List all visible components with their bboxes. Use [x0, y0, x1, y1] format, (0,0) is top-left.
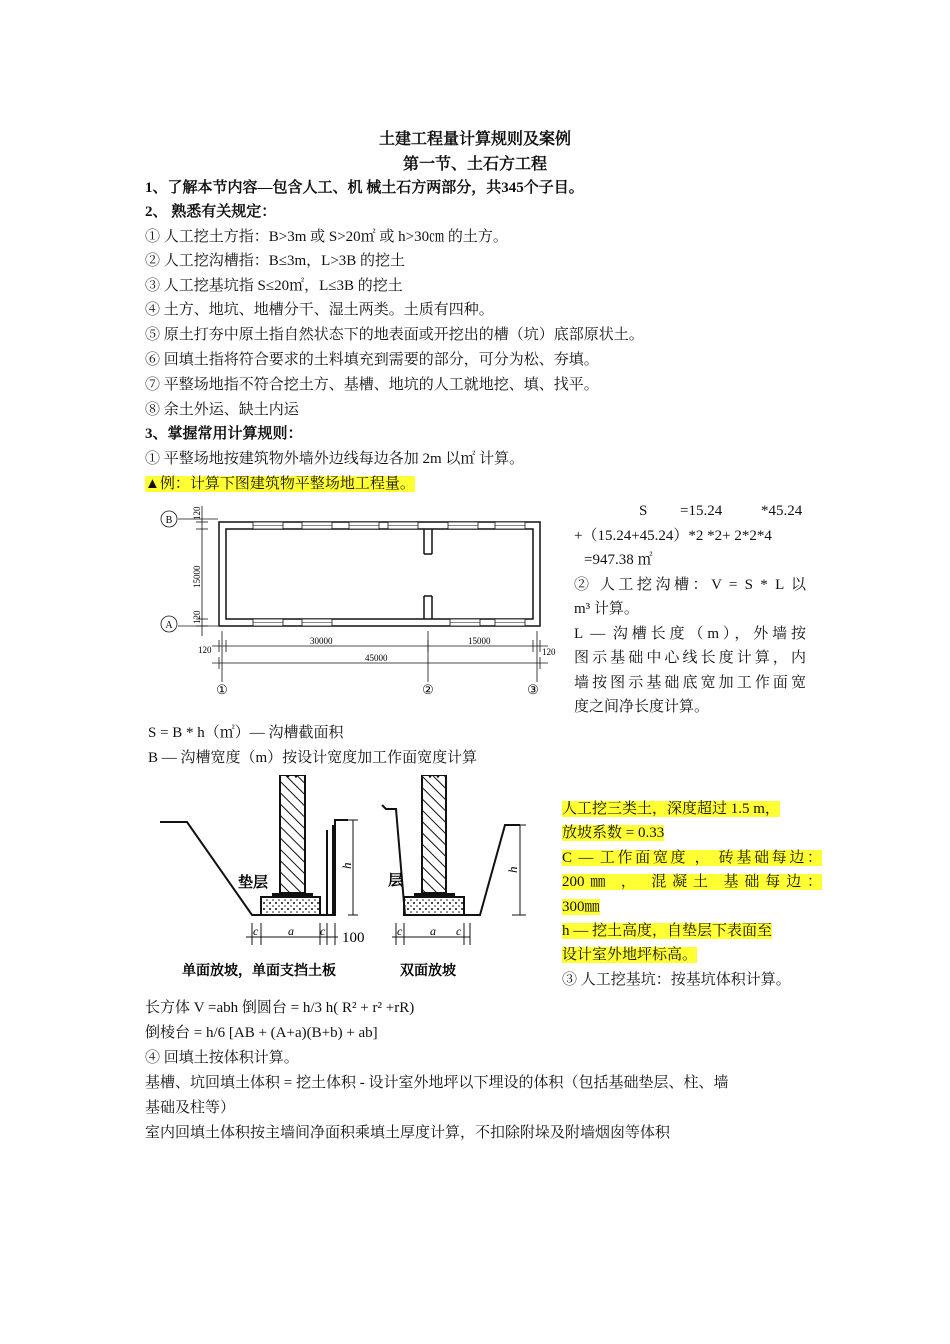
h-label-right: h: [505, 866, 520, 873]
calc-line: +（15.24+45.24）*2 *2+ 2*2*4: [574, 527, 772, 544]
axis-1-label: ①: [216, 682, 228, 697]
dim-120-right: 120: [542, 647, 556, 657]
intro-line: ⑤ 原土打夯中原土指自然状态下的地表面或开挖出的槽（坑）底部原状土。: [145, 327, 644, 343]
intro-line: ⑧ 余土外运、缺土内运: [145, 402, 299, 418]
dim-120-bottom: 120: [192, 610, 202, 624]
note-line: 放坡系数 = 0.33: [562, 825, 665, 842]
note-line: h — 挖土高度，自垫层下表面至: [562, 923, 773, 940]
axis-a-label: A: [165, 620, 173, 631]
calc-line: 墙按图示基础底宽加工作面宽: [574, 674, 806, 691]
caption-double-slope: 双面放坡: [400, 964, 456, 979]
calc-line: 度之间净长度计算。: [574, 699, 710, 715]
calc-line: m³ 计算。: [574, 601, 639, 617]
cushion-label-right: 层: [388, 873, 404, 889]
calc-line: 图示基础中心线长度计算，内: [574, 650, 806, 666]
dim-120-left: 120: [198, 645, 212, 655]
intro-line: ② 人工挖沟槽指：B≤3m，L>3B 的挖土: [145, 253, 406, 269]
body-line: 基础及柱等）: [145, 1100, 236, 1116]
right-notes: [562, 797, 822, 992]
dim-15000-b: 15000: [468, 636, 491, 646]
floor-plan-drawing: [150, 496, 562, 708]
note-line: 设计室外地坪标高。: [562, 947, 698, 964]
trench-section-drawing: [160, 775, 555, 985]
caption-single-slope: 单面放坡，单面支挡土板: [182, 964, 336, 979]
doc-title: 土建工程量计算规则及案例: [378, 131, 571, 148]
intro-line: ① 平整场地按建筑物外墙外边线每边各加 2m 以㎡ 计算。: [145, 451, 525, 467]
axis-3-label: ③: [527, 682, 539, 697]
intro-line: ⑦ 平整场地指不符合挖土方、基槽、地坑的人工就地挖、填、找平。: [145, 377, 599, 393]
calc-s-eq: =15.24: [680, 503, 723, 519]
a-label: a: [430, 924, 436, 938]
note-line: 200㎜ ， 混凝土 基础每边：: [562, 874, 822, 891]
section-title: 第一节、土石方工程: [402, 156, 547, 173]
intro-line: 1、了解本节内容—包含人工、机 械土石方两部分，共345个子目。: [145, 180, 584, 196]
dim-45000: 45000: [365, 653, 388, 663]
body-line: 基槽、坑回填土体积 = 挖土体积 - 设计室外地坪以下埋设的体积（包括基础垫层、柱、墙: [145, 1075, 729, 1091]
calc-s-mul: *45.24: [761, 503, 803, 519]
dim-120-top: 120: [192, 506, 202, 520]
intro-line: 3、掌握常用计算规则：: [145, 426, 303, 442]
dim-15000: 15000: [192, 565, 202, 588]
c-label: c: [320, 924, 326, 938]
body-line: 室内回填土体积按主墙间净面积乘填土厚度计算，不扣除附垛及附墙烟囱等体积: [145, 1125, 671, 1141]
calc-line: =947.38 ㎡: [584, 552, 653, 568]
axis-b-label: B: [165, 515, 173, 526]
note-line: ③ 人工挖基坑：按基坑体积计算。: [562, 971, 791, 988]
intro-line: ① 人工挖土方指：B>3m 或 S>20㎡ 或 h>30㎝ 的土方。: [145, 229, 508, 245]
note-line: 人工挖三类土，深度超过 1.5 m，: [562, 801, 780, 817]
intro-line: ④ 土方、地坑、地槽分干、湿土两类。土质有四种。: [145, 302, 494, 318]
dim-100: 100: [342, 930, 365, 946]
axis-2-label: ②: [422, 682, 434, 697]
sb-line: B — 沟槽宽度（m）按设计宽度加工作面宽度计算: [148, 750, 478, 766]
note-line: 300㎜: [562, 898, 600, 915]
formula-line: ④ 回填土按体积计算。: [145, 1050, 299, 1066]
formula-line: 长方体 V =abh 倒圆台 = h/3 h( R² + r² +rR): [145, 1000, 415, 1016]
calc-line: ② 人工挖沟槽：V = S * L 以: [574, 576, 806, 593]
calc-s: S: [639, 503, 648, 519]
example-label: ▲例：计算下图建筑物平整场地工程量。: [145, 476, 415, 492]
h-label-left: h: [339, 862, 354, 869]
calc-block: [574, 499, 806, 720]
a-label: a: [288, 924, 294, 938]
c-label: c: [456, 924, 462, 938]
intro-line: ③ 人工挖基坑指 S≤20㎡，L≤3B 的挖土: [145, 278, 403, 294]
note-line: C — 工作面宽度 ， 砖基础每边：: [562, 849, 822, 866]
intro-line: ⑥ 回填土指将符合要求的土料填充到需要的部分，可分为松、夯填。: [145, 352, 599, 368]
dim-30000: 30000: [310, 636, 333, 646]
c-label: c: [397, 924, 403, 938]
calc-line: L — 沟槽长度（m），外墙按: [574, 625, 806, 642]
formula-line: 倒棱台 = h/6 [AB + (A+a)(B+b) + ab]: [145, 1025, 378, 1041]
c-label: c: [253, 924, 259, 938]
intro-line: 2、 熟悉有关规定：: [145, 204, 277, 220]
cushion-label-left: 垫层: [238, 875, 269, 891]
sb-line: S = B * h（㎡）— 沟槽截面积: [148, 725, 344, 741]
